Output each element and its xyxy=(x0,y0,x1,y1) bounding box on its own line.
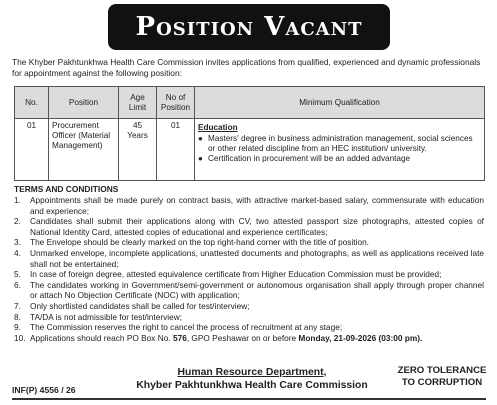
qualification-list xyxy=(198,134,481,164)
term-number: 10. xyxy=(14,332,26,343)
positions-table xyxy=(14,86,485,181)
reference-number: INF(P) 4556 / 26 xyxy=(12,385,76,395)
term-text: TA/DA is not admissible for test/interview; xyxy=(30,311,183,322)
slogan-line: ZERO TOLERANCE xyxy=(397,365,487,376)
term-number: 3. xyxy=(14,237,21,248)
term-text: Appointments shall be made purely on contract basis, with attractive market-based salary, commensurate with education and experience; xyxy=(30,195,484,216)
term-text: The candidates working in Government/semi-government or autonomous organisation shall apply through proper channel or attach No Objection Certificate (NOC) with application; xyxy=(30,279,484,301)
header-age-limit: Age Limit xyxy=(119,87,157,119)
header-no: No. xyxy=(15,87,49,119)
list-item xyxy=(198,154,481,164)
term-number: 8. xyxy=(14,311,21,322)
footer-organization-block xyxy=(112,366,392,392)
department-name: Human Resource Department, xyxy=(177,367,327,378)
list-item xyxy=(14,312,484,323)
table-row xyxy=(15,119,485,181)
cell-qualification xyxy=(195,119,485,181)
term-text: Only shortlisted candidates shall be called for test/interview; xyxy=(30,300,250,311)
term-text: Candidates shall submit their applications along with CV, two attested passport size photographs, attested copies of National Identity Card, attested copies of educational and experience certificates; xyxy=(30,216,484,237)
list-item xyxy=(14,269,484,280)
qualification-text: Masters' degree in business administration management, social sciences or other related discipline from an HEC institution/ university. xyxy=(208,134,473,153)
title-banner xyxy=(108,4,390,50)
table-header-row xyxy=(15,87,485,119)
po-box-number: 576 xyxy=(172,332,187,343)
deadline-time: (03:00 pm). xyxy=(376,332,423,343)
term-text: Unmarked envelope, incomplete applications, unattested documents and photographs, as well as applications received late shall not be entertained; xyxy=(30,247,484,269)
term-number: 1. xyxy=(14,195,21,205)
cell-no: 01 xyxy=(15,119,49,181)
page-title: Position Vacant xyxy=(135,12,363,42)
list-item xyxy=(14,322,484,333)
qualification-text: Certification in procurement will be an added advantage xyxy=(208,154,411,163)
term-number: 6. xyxy=(14,279,21,290)
list-item xyxy=(14,301,484,312)
list-item xyxy=(14,280,484,301)
deadline-date: Monday, 21-09-2026 xyxy=(298,332,377,343)
term-number: 2. xyxy=(14,216,21,227)
list-item xyxy=(14,216,484,237)
bottom-divider xyxy=(12,398,486,400)
bullet-icon: ● xyxy=(198,134,203,143)
terms-heading: TERMS AND CONDITIONS xyxy=(14,184,119,194)
terms-list xyxy=(14,195,484,343)
cell-age-limit: 45 Years xyxy=(119,119,157,181)
list-item xyxy=(14,333,484,344)
organization-name: Khyber Pakhtunkhwa Health Care Commission xyxy=(136,380,368,391)
qualification-heading: Education xyxy=(198,123,238,132)
list-item xyxy=(198,134,481,154)
term-text: Applications should reach PO Box No. xyxy=(30,332,173,343)
cell-no-of-position: 01 xyxy=(157,119,195,181)
term-number: 9. xyxy=(14,322,21,333)
header-qualification: Minimum Qualification xyxy=(195,87,485,119)
bullet-icon: ● xyxy=(198,154,203,163)
term-text: The Envelope should be clearly marked on the top right-hand corner with the title of position. xyxy=(30,237,369,248)
list-item xyxy=(14,237,484,248)
header-no-of-position: No of Position xyxy=(157,87,195,119)
term-text: In case of foreign degree, attested equivalence certificate from Higher Education Commission must be provided; xyxy=(30,269,442,280)
list-item xyxy=(14,195,484,216)
term-number: 5. xyxy=(14,269,21,280)
slogan-block xyxy=(392,365,492,389)
intro-paragraph: The Khyber Pakhtunkhwa Health Care Commission invites applications from qualified, experienced and dynamic professionals for appointment against the following position: xyxy=(12,57,481,78)
term-number: 4. xyxy=(14,247,21,258)
list-item xyxy=(14,248,484,269)
slogan-line: TO CORRUPTION xyxy=(401,377,483,388)
term-text: , GPO Peshawar on or before xyxy=(186,332,299,343)
cell-position: Procurement Officer (Material Management) xyxy=(49,119,119,181)
term-text: The Commission reserves the right to cancel the process of recruitment at any stage; xyxy=(30,322,343,333)
header-position: Position xyxy=(49,87,119,119)
term-number: 7. xyxy=(14,300,21,311)
